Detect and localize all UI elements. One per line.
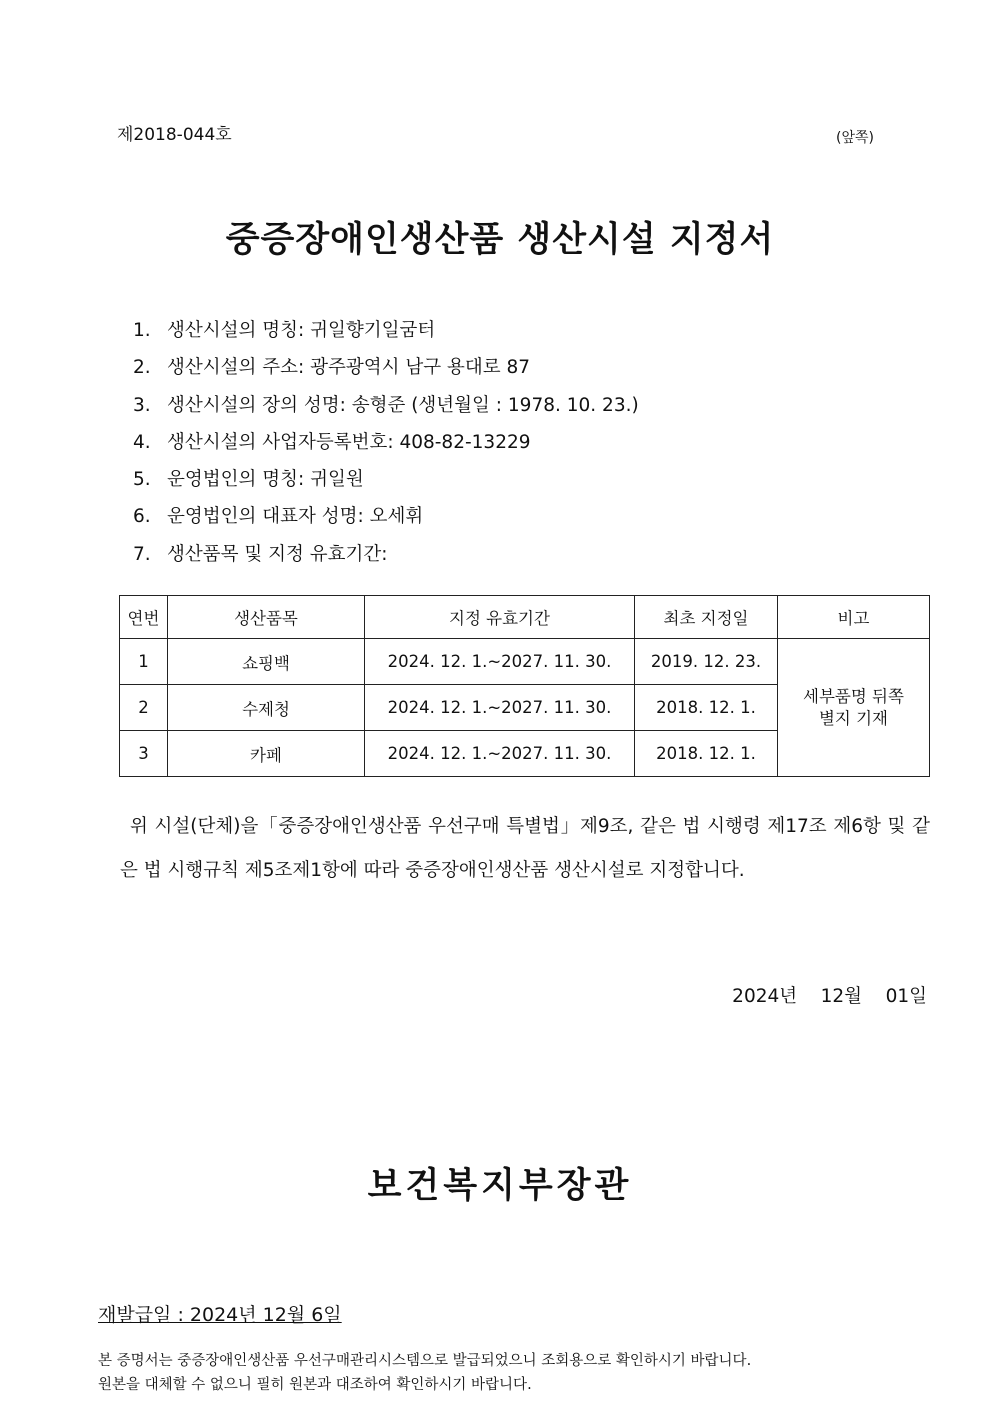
item-text: 생산품목 및 지정 유효기간: <box>167 543 388 565</box>
table-row <box>120 639 930 685</box>
item-number: 1. <box>133 320 151 341</box>
item-number: 6. <box>133 506 151 528</box>
item-text: 생산시설의 명칭: 귀일향기일굼터 <box>167 320 436 341</box>
column-header: 지정 유효기간 <box>365 596 635 639</box>
column-header: 연번 <box>120 596 168 639</box>
product-name: 수제청 <box>168 685 365 731</box>
column-header: 비고 <box>778 596 930 639</box>
row-number: 2 <box>120 685 168 731</box>
list-item <box>133 392 639 429</box>
list-item <box>133 503 639 540</box>
notice-line: 원본을 대체할 수 없으니 필히 원본과 대조하여 확인하시기 바랍니다. <box>98 1377 532 1393</box>
list-item <box>133 541 639 578</box>
item-number: 3. <box>133 394 151 416</box>
item-text: 생산시설의 사업자등록번호: 408-82-13229 <box>167 431 531 453</box>
first-designation-date: 2018. 12. 1. <box>635 731 778 777</box>
issue-date: 2024년 12월 01일 <box>732 986 927 1007</box>
validity-period: 2024. 12. 1.~2027. 11. 30. <box>365 731 635 777</box>
facility-info-list <box>133 317 639 578</box>
list-item <box>133 354 639 391</box>
remarks-line: 별지 기재 <box>818 708 888 728</box>
item-number: 5. <box>133 469 151 491</box>
first-designation-date: 2019. 12. 23. <box>635 639 778 685</box>
list-item <box>133 317 639 354</box>
product-name: 쇼핑백 <box>168 639 365 685</box>
remarks-cell <box>778 639 930 777</box>
list-item <box>133 466 639 503</box>
verification-notice <box>98 1349 751 1397</box>
validity-period: 2024. 12. 1.~2027. 11. 30. <box>365 639 635 685</box>
item-text: 운영법인의 대표자 성명: 오세휘 <box>167 506 424 528</box>
column-header: 최초 지정일 <box>635 596 778 639</box>
issuer-name: 보건복지부장관 <box>367 1166 633 1206</box>
document-number: 제2018-044호 <box>117 125 232 145</box>
row-number: 1 <box>120 639 168 685</box>
list-item <box>133 429 639 466</box>
table-header-row <box>120 596 930 639</box>
item-number: 2. <box>133 357 151 379</box>
row-number: 3 <box>120 731 168 777</box>
page-side-label: (앞쪽) <box>836 130 874 146</box>
reissue-date: 재발급일 : 2024년 12월 6일 <box>98 1304 342 1326</box>
notice-line: 본 증명서는 중증장애인생산품 우선구매관리시스템으로 발급되었으니 조회용으로 확인하시기 바랍니다. <box>98 1353 752 1369</box>
remarks-line: 세부품명 뒤쪽 <box>803 686 904 706</box>
column-header: 생산품목 <box>168 596 365 639</box>
statement-text: 위 시설(단체)을「중증장애인생산품 우선구매 특별법」제9조, 같은 법 시행령 제17조 제6항 및 같은 법 시행규칙 제5조제1항에 따라 중증장애인생산품 생산시설로 지정합니다. <box>120 816 930 881</box>
document-title: 중증장애인생산품 생산시설 지정서 <box>225 220 775 260</box>
item-text: 생산시설의 장의 성명: 송형준 (생년월일 : 1978. 10. 23.) <box>167 394 639 416</box>
validity-period: 2024. 12. 1.~2027. 11. 30. <box>365 685 635 731</box>
product-table <box>119 595 930 777</box>
item-text: 생산시설의 주소: 광주광역시 남구 용대로 87 <box>167 357 530 379</box>
item-number: 4. <box>133 431 151 453</box>
product-name: 카페 <box>168 731 365 777</box>
item-text: 운영법인의 명칭: 귀일원 <box>167 469 364 491</box>
designation-statement <box>120 805 930 893</box>
first-designation-date: 2018. 12. 1. <box>635 685 778 731</box>
item-number: 7. <box>133 543 151 565</box>
